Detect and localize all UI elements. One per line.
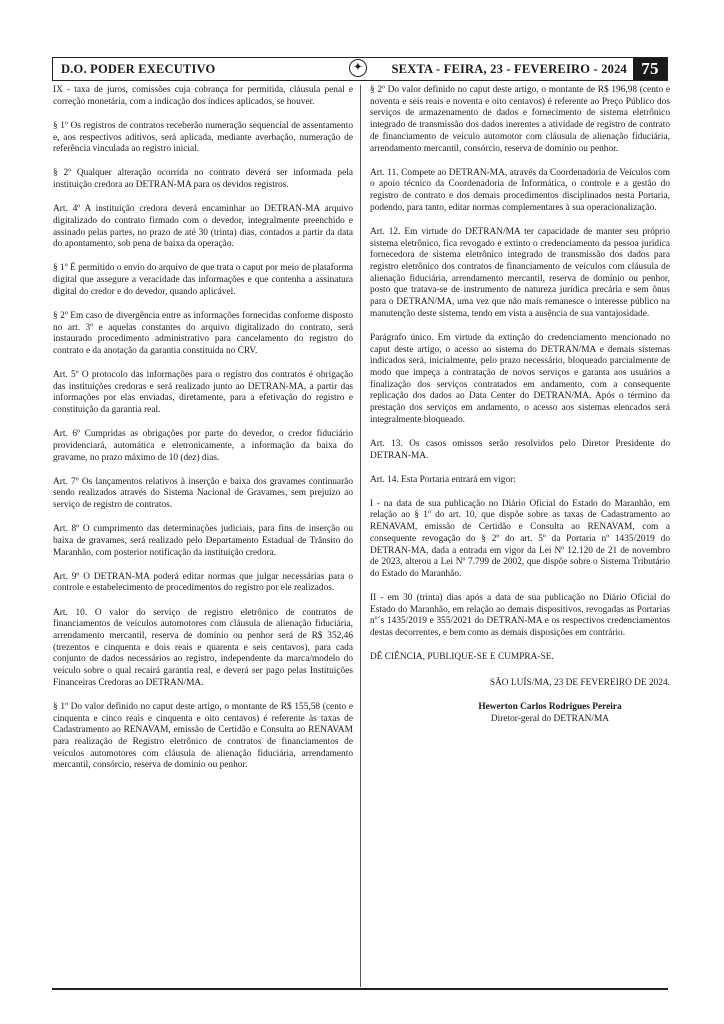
page-number: 75: [633, 58, 667, 80]
column-divider: [360, 85, 361, 987]
signature-date: SÃO LUÍS/MA, 23 DE FEVEREIRO DE 2024.: [489, 677, 670, 688]
paragraph: § 1º Os registros de contratos receberão numeração sequencial de assentamento e, aos respectivos aditivos, será aplicada, mediante averbação, numeração de referência vinculada ao registro inicial.: [53, 120, 353, 155]
paragraph: Art. 12. Em virtude do DETRAN/MA ter capacidade de manter seu próprio sistema eletrônico, fica revogado e extinto o credenciamento da pessoa jurídica fornecedora de sistema eletrônico integrado de transmissão dos dados para registro eletrônico dos contratos de financiamento de veículos com cláusula de alienação fiduciária, arrendamento mercantil, reserva de domínio ou penhor, posto que tratava-se de instrumento de natureza jurídica precária e sem ônus para o DETRAN/MA, uma vez que não mais remanesce o interesse público na manutenção deste sistema, tendo em vista a ausência de sua vantajosidade.: [370, 226, 670, 319]
paragraph: Art. 7º Os lançamentos relativos à inserção e baixa dos gravames continuarão sendo realizados através do Sistema Nacional de Gravames, sem prejuízo ao serviço de registro de contratos.: [53, 476, 353, 511]
paragraph: Art. 5º O protocolo das informações para o registro dos contratos é obrigação das instituições credoras e será realizado junto ao DETRAN-MA, a partir das informações por elas enviadas, diretamente, para a efetivação do registro e constituição da garantia real.: [53, 370, 353, 416]
left-column: [53, 85, 353, 784]
paragraph: Art. 4º A instituição credora deverá encaminhar ao DETRAN-MA arquivo digitalizado do contrato firmado com o devedor, integralmente preenchido e assinado pelas partes, no prazo de até 30 (trinta) dias, contados a partir da data do apontamento, sob pena de baixa da operação.: [53, 204, 353, 250]
paragraph: Art. 10. O valor do serviço de registro eletrônico de contratos de financiamentos de veículos automotores com cláusula de alienação fiduciária, arrendamento mercantil, reserva de domínio ou penhor será de R$ 352,46 (trezentos e cinquenta e dois reais e quarenta e seis centavos), para cada conjunto de dados necessários ao registro, independente da marca/modelo do veículo sobre o qual recairá garantia real, e deverá ser pago pelas Instituições Financeiras Credoras ao DETRAN/MA.: [53, 607, 353, 688]
publication-date: SEXTA - FEIRA, 23 - FEVEREIRO - 2024: [391, 61, 627, 76]
paragraph: Art. 14. Esta Portaria entrará em vigor:: [370, 474, 516, 485]
paragraph: I - na data de sua publicação no Diário Oficial do Estado do Maranhão, em relação ao § 1º do art. 10, que dispõe sobre as taxas de Cadastramento ao RENAVAM, emissão de Certidão e Consulta ao RENAVAM, com a consequente revogação do § 2º do art. 5º da Portaria nº 1435/2019 do DETRAN-MA, dada a entrada em vigor da Lei Nº 12.120 de 21 de novembro de 2023, alterou a Lei Nº 7.799 de 2002, que dispõe sobre o Sistema Tributário do Estado do Maranhão.: [370, 498, 670, 579]
state-coat-of-arms-icon: ✦: [349, 59, 367, 77]
footer-rule: [52, 988, 668, 990]
paragraph: Art. 9º O DETRAN-MA poderá editar normas que julgar necessárias para o controle e estabelecimento de procedimentos do registro por ele realizados.: [53, 571, 353, 594]
paragraph: Parágrafo único. Em virtude da extinção do credenciamento mencionado no caput deste artigo, o acesso ao sistema do DETRAN/MA e demais sistemas indicados será, inicialmente, pelo prazo necessário, bloqueado parcialmente de modo que impeça a contratação de novos serviços e garanta aos usuários a finalização dos serviços contratados em andamento, com a consequente replicação dos dados ao Data Center do DETRAN/MA. Após o término da prestação dos serviços em andamento, o acesso aos sistemas elencados será integralmente bloqueado.: [370, 332, 670, 425]
paragraph: § 1º Do valor definido no caput deste artigo, o montante de R$ 155,58 (cento e cinquenta e cinco reais e cinquenta e oito centavos) é referente às taxas de Cadastramento ao RENAVAM, emissão de Certidão e Consulta ao RENAVAM para realização de Registro eletrônico de contratos de financiamentos de veículos automotores com cláusula de alienação fiduciária, arrendamento mercantil, consórcio, reserva de domínio ou penhor.: [53, 701, 353, 771]
paragraph: § 2º Qualquer alteração ocorrida no contrato deverá ser informada pela instituição credora ao DETRAN-MA para os devidos registros.: [53, 168, 353, 190]
publication-name: D.O. PODER EXECUTIVO: [61, 61, 216, 76]
paragraph: II - em 30 (trinta) dias após a data de sua publicação no Diário Oficial do Estado do Maranhão, em relação ao demais dispositivos, revogadas as Portarias nº´s 1435/2019 e 355/2021 do DETRAN-MA e os respectivos credenciamentos destas decorrentes, e bem como as demais disposições em contrário.: [370, 593, 670, 639]
paragraph: Art. 13. Os casos omissos serão resolvidos pelo Diretor Presidente do DETRAN-MA.: [370, 438, 670, 461]
signer-title: Diretor-geral do DETRAN/MA: [490, 713, 610, 724]
paragraph: IX - taxa de juros, comissões cuja cobrança for permitida, cláusula penal e correção monetária, com a indicação dos índices aplicados, se houver.: [53, 85, 353, 107]
paragraph: Art. 8º O cumprimento das determinações judiciais, para fins de inserção ou baixa de gravames, será realizado pelo Departamento Estadual de Trânsito do Maranhão, com posterior notificação da instituição credora.: [53, 524, 353, 558]
paragraph: § 2º Do valor definido no caput deste artigo, o montante de R$ 196,98 (cento e noventa e seis reais e noventa e oito centavos) é referente ao Preço Público dos serviços de armazenamento de dados e fornecimento de sistema eletrônico integrado de transmissão dos dados inerentes a atividade de registro de contrato de financiamento de veículo automotor com cláusula de alienação fiduciária, arrendamento mercantil, consórcio, reserva de domínio ou penhor.: [370, 85, 670, 154]
paragraph: Art. 6º Cumpridas as obrigações por parte do devedor, o credor fiduciário providenciará, automática e eletronicamente, a informação da baixa do gravame, no prazo máximo de 10 (dez) dias.: [53, 429, 353, 463]
signer-name: Hewerton Carlos Rodrigues Pereira: [478, 702, 622, 713]
page-header: [52, 57, 668, 81]
paragraph: DÊ CIÊNCIA, PUBLIQUE-SE E CUMPRA-SE.: [370, 652, 554, 663]
paragraph: § 2º Em caso de divergência entre as informações fornecidas conforme disposto no art. 3º e aquelas constantes do arquivo digitalizado do contrato, será instaurado procedimento administrativo para cancelamento do registro do contrato e da anotação da garantia constituída no CRV.: [53, 310, 353, 356]
right-column: [370, 85, 670, 725]
paragraph: Art. 11. Compete ao DETRAN-MA, através da Coordenadoria de Veículos com o apoio técnico da Coordenadoria de Informática, o controle e a gestão do registro de contrato e dos demais procedimentos disciplinados nesta Portaria, podendo, para tanto, editar normas complementares à sua operacionalização.: [370, 167, 670, 213]
paragraph: § 1º É permitido o envio do arquivo de que trata o caput por meio de plataforma digital que assegure a veracidade das informações e que contenha a assinatura digital do credor e do devedor, quando aplicável.: [53, 263, 353, 297]
